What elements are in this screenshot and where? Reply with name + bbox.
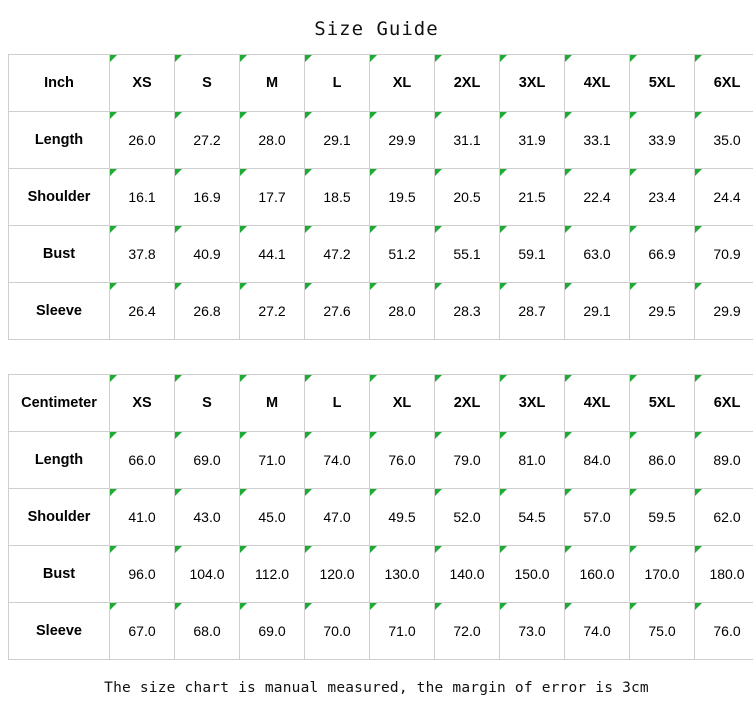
cell-length-3xl: 81.0: [500, 432, 565, 489]
cell-shoulder-l: 18.5: [305, 169, 370, 226]
cell-bust-5xl: 170.0: [630, 546, 695, 603]
cell-sleeve-3xl: 28.7: [500, 283, 565, 340]
size-header-6xl: 6XL: [695, 375, 753, 432]
cell-shoulder-xl: 19.5: [370, 169, 435, 226]
row-label-bust: Bust: [9, 546, 110, 603]
cell-length-m: 71.0: [240, 432, 305, 489]
cell-length-5xl: 86.0: [630, 432, 695, 489]
row-label-bust: Bust: [9, 226, 110, 283]
table-row: [9, 489, 753, 546]
cell-shoulder-6xl: 62.0: [695, 489, 753, 546]
cell-bust-5xl: 66.9: [630, 226, 695, 283]
cell-length-6xl: 35.0: [695, 112, 753, 169]
cell-bust-6xl: 180.0: [695, 546, 753, 603]
cell-bust-m: 44.1: [240, 226, 305, 283]
cell-sleeve-m: 27.2: [240, 283, 305, 340]
page-title: Size Guide: [314, 18, 439, 40]
cell-bust-m: 112.0: [240, 546, 305, 603]
cell-sleeve-4xl: 29.1: [565, 283, 630, 340]
table-spacer: [8, 340, 745, 374]
cell-shoulder-xs: 41.0: [110, 489, 175, 546]
table-row: [9, 226, 753, 283]
cell-length-xs: 26.0: [110, 112, 175, 169]
cell-length-4xl: 84.0: [565, 432, 630, 489]
row-label-length: Length: [9, 112, 110, 169]
cell-sleeve-xs: 67.0: [110, 603, 175, 660]
cell-sleeve-s: 26.8: [175, 283, 240, 340]
row-label-shoulder: Shoulder: [9, 169, 110, 226]
cell-bust-xs: 96.0: [110, 546, 175, 603]
cell-shoulder-4xl: 57.0: [565, 489, 630, 546]
cell-bust-s: 40.9: [175, 226, 240, 283]
cell-shoulder-2xl: 20.5: [435, 169, 500, 226]
row-label-sleeve: Sleeve: [9, 603, 110, 660]
cell-length-3xl: 31.9: [500, 112, 565, 169]
cell-sleeve-2xl: 72.0: [435, 603, 500, 660]
cell-sleeve-xs: 26.4: [110, 283, 175, 340]
cell-shoulder-xl: 49.5: [370, 489, 435, 546]
measurement-disclaimer: The size chart is manual measured, the margin of error is 3cm: [104, 680, 649, 696]
size-header-m: M: [240, 55, 305, 112]
unit-header-centimeter: Centimeter: [9, 375, 110, 432]
size-header-4xl: 4XL: [565, 55, 630, 112]
cell-sleeve-4xl: 74.0: [565, 603, 630, 660]
row-label-sleeve: Sleeve: [9, 283, 110, 340]
row-label-length: Length: [9, 432, 110, 489]
size-header-5xl: 5XL: [630, 55, 695, 112]
cell-shoulder-m: 17.7: [240, 169, 305, 226]
cell-length-s: 27.2: [175, 112, 240, 169]
cell-bust-3xl: 150.0: [500, 546, 565, 603]
table-row: [9, 432, 753, 489]
table-row: [9, 603, 753, 660]
cell-bust-4xl: 63.0: [565, 226, 630, 283]
cell-length-xl: 76.0: [370, 432, 435, 489]
cell-length-m: 28.0: [240, 112, 305, 169]
cell-bust-xs: 37.8: [110, 226, 175, 283]
cell-length-s: 69.0: [175, 432, 240, 489]
cell-length-xl: 29.9: [370, 112, 435, 169]
size-header-xs: XS: [110, 55, 175, 112]
cell-sleeve-xl: 71.0: [370, 603, 435, 660]
cell-length-4xl: 33.1: [565, 112, 630, 169]
size-header-m: M: [240, 375, 305, 432]
table-row: [9, 169, 753, 226]
cell-length-2xl: 79.0: [435, 432, 500, 489]
cell-bust-3xl: 59.1: [500, 226, 565, 283]
cell-sleeve-2xl: 28.3: [435, 283, 500, 340]
cell-sleeve-5xl: 29.5: [630, 283, 695, 340]
size-header-l: L: [305, 375, 370, 432]
cell-bust-l: 47.2: [305, 226, 370, 283]
cell-length-xs: 66.0: [110, 432, 175, 489]
cell-sleeve-s: 68.0: [175, 603, 240, 660]
size-header-2xl: 2XL: [435, 375, 500, 432]
cell-bust-2xl: 140.0: [435, 546, 500, 603]
cell-sleeve-l: 70.0: [305, 603, 370, 660]
cell-sleeve-6xl: 76.0: [695, 603, 753, 660]
cell-shoulder-5xl: 59.5: [630, 489, 695, 546]
cell-bust-xl: 130.0: [370, 546, 435, 603]
size-header-3xl: 3XL: [500, 375, 565, 432]
size-table-inch: [8, 54, 753, 340]
cell-shoulder-6xl: 24.4: [695, 169, 753, 226]
cell-bust-s: 104.0: [175, 546, 240, 603]
cell-shoulder-s: 16.9: [175, 169, 240, 226]
cell-bust-2xl: 55.1: [435, 226, 500, 283]
cell-sleeve-m: 69.0: [240, 603, 305, 660]
cell-sleeve-5xl: 75.0: [630, 603, 695, 660]
cell-sleeve-xl: 28.0: [370, 283, 435, 340]
size-header-3xl: 3XL: [500, 55, 565, 112]
size-table-centimeter: [8, 374, 753, 660]
cell-sleeve-l: 27.6: [305, 283, 370, 340]
cell-shoulder-3xl: 21.5: [500, 169, 565, 226]
cell-sleeve-3xl: 73.0: [500, 603, 565, 660]
cell-bust-6xl: 70.9: [695, 226, 753, 283]
cell-sleeve-6xl: 29.9: [695, 283, 753, 340]
table-header-row: [9, 55, 753, 112]
cell-length-6xl: 89.0: [695, 432, 753, 489]
size-header-4xl: 4XL: [565, 375, 630, 432]
cell-shoulder-2xl: 52.0: [435, 489, 500, 546]
row-label-shoulder: Shoulder: [9, 489, 110, 546]
cell-shoulder-m: 45.0: [240, 489, 305, 546]
unit-header-inch: Inch: [9, 55, 110, 112]
cell-shoulder-l: 47.0: [305, 489, 370, 546]
size-header-xl: XL: [370, 55, 435, 112]
cell-shoulder-3xl: 54.5: [500, 489, 565, 546]
cell-shoulder-s: 43.0: [175, 489, 240, 546]
cell-bust-xl: 51.2: [370, 226, 435, 283]
size-header-xs: XS: [110, 375, 175, 432]
table-row: [9, 546, 753, 603]
size-header-s: S: [175, 55, 240, 112]
size-header-xl: XL: [370, 375, 435, 432]
cell-shoulder-4xl: 22.4: [565, 169, 630, 226]
table-row: [9, 283, 753, 340]
cell-shoulder-5xl: 23.4: [630, 169, 695, 226]
table-header-row: [9, 375, 753, 432]
cell-length-5xl: 33.9: [630, 112, 695, 169]
cell-bust-4xl: 160.0: [565, 546, 630, 603]
size-header-2xl: 2XL: [435, 55, 500, 112]
cell-bust-l: 120.0: [305, 546, 370, 603]
size-header-l: L: [305, 55, 370, 112]
size-header-5xl: 5XL: [630, 375, 695, 432]
table-row: [9, 112, 753, 169]
cell-length-l: 29.1: [305, 112, 370, 169]
cell-shoulder-xs: 16.1: [110, 169, 175, 226]
size-header-s: S: [175, 375, 240, 432]
cell-length-2xl: 31.1: [435, 112, 500, 169]
cell-length-l: 74.0: [305, 432, 370, 489]
size-header-6xl: 6XL: [695, 55, 753, 112]
